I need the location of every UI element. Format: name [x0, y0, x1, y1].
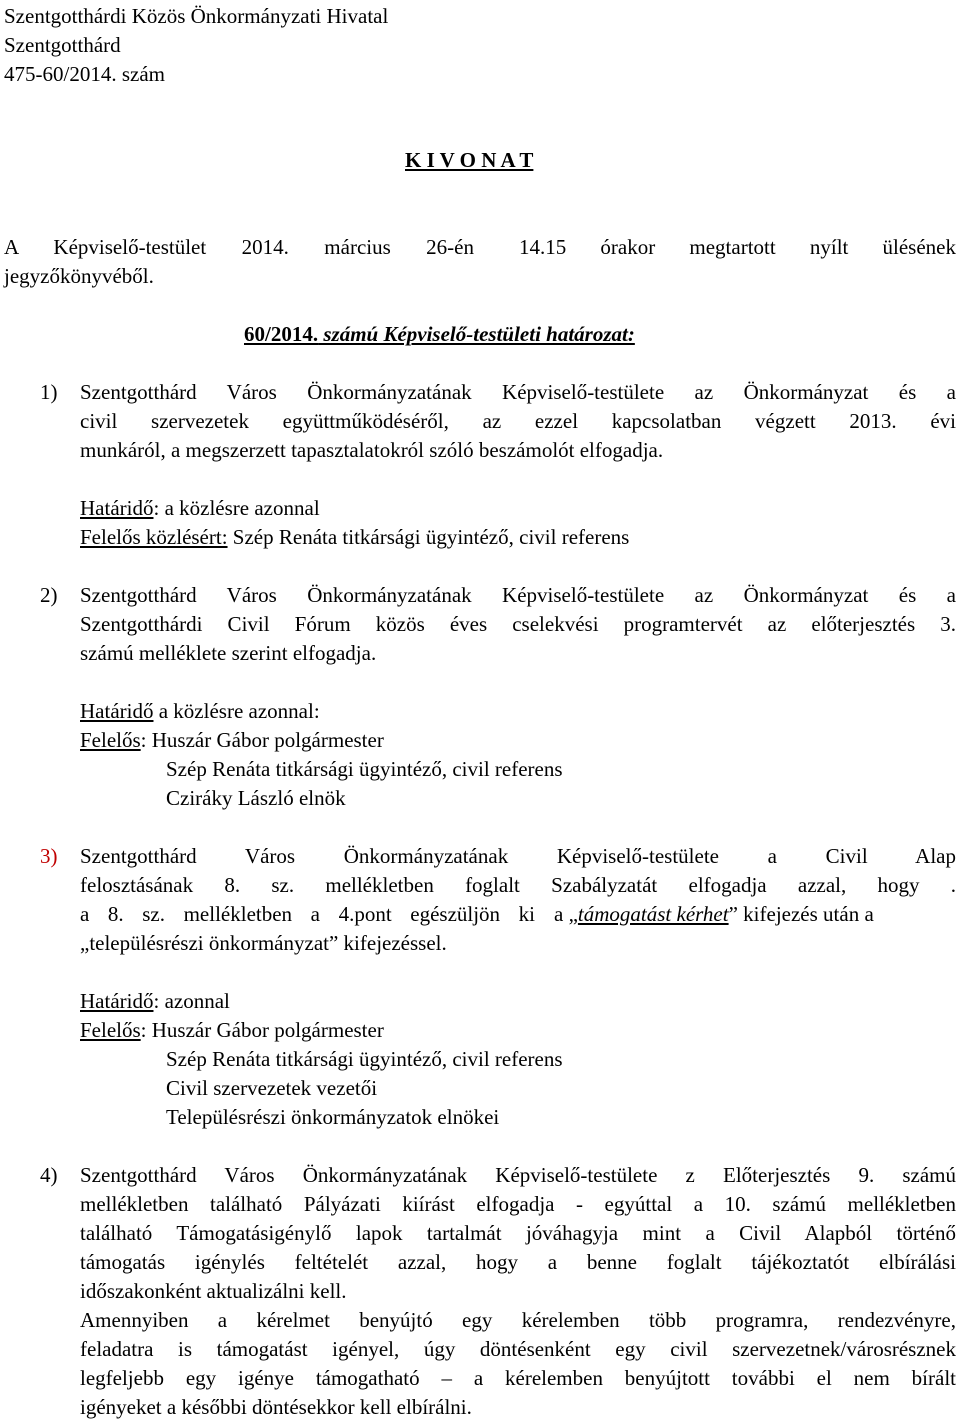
item-3-line-3a: a 8. sz. mellékletben a 4.pont egészüljön ki [80, 902, 535, 926]
item-3-responsible-2: Szép Renáta titkársági ügyintéző, civil referens [166, 1047, 563, 1071]
intro-line-2: jegyzőkönyvéből. [4, 264, 154, 288]
item-2-responsible-3: Cziráky László elnök [166, 786, 346, 810]
deadline-text: a közlésre azonnal: [153, 699, 320, 723]
item-4-line-3: található Támogatásigénylő lapok tartalmát jóváhagyja mint a Civil Alapból történő [80, 1221, 956, 1245]
item-3-line-3b [554, 900, 874, 929]
intro-line-1b: 14.15 órakor megtartott nyílt ülésének [519, 235, 956, 259]
responsible-label: Felelős közlésért: [80, 525, 228, 549]
item-4-para2-line-2: feladatra is támogatást igényel, úgy döntésenként egy civil szervezetnek/városrésznek [80, 1337, 956, 1361]
deadline-text: : azonnal [153, 989, 230, 1013]
item-3-number: 3) [40, 844, 58, 868]
resolution-title [244, 320, 635, 349]
item-4-line-4: támogatás igénylés feltételét azzal, hogy a benne foglalt tájékoztatót elbírálási [80, 1250, 956, 1274]
item-4-line-5: időszakonként aktualizálni kell. [80, 1279, 347, 1303]
responsible-text: : Huszár Gábor polgármester [140, 1018, 384, 1042]
item-3-line-1: Szentgotthárd Város Önkormányzatának Képviselő-testülete a Civil Alap [80, 844, 956, 868]
item-3-responsible-3: Civil szervezetek vezetői [166, 1076, 378, 1100]
item-1-line-1: Szentgotthárd Város Önkormányzatának Képviselő-testülete az Önkormányzat és a [80, 380, 956, 404]
responsible-text: : Huszár Gábor polgármester [140, 728, 384, 752]
item-2-line-1: Szentgotthárd Város Önkormányzatának Képviselő-testülete az Önkormányzat és a [80, 583, 956, 607]
item-4-para2-line-3: legfeljebb egy igénye támogatható – a kérelemben benyújtott további el nem bírált [80, 1366, 956, 1390]
item-1-number: 1) [40, 380, 58, 404]
item-4-para2-line-4: igényeket a későbbi döntésekkor kell elbírálni. [80, 1395, 472, 1419]
deadline-text: : a közlésre azonnal [153, 496, 320, 520]
deadline-label: Határidő [80, 989, 154, 1013]
responsible-label: Felelős [80, 728, 141, 752]
header-city: Szentgotthárd [4, 33, 121, 57]
item-3-deadline [80, 987, 230, 1016]
deadline-label: Határidő [80, 496, 154, 520]
item-2-deadline [80, 697, 320, 726]
header-number: 475-60/2014. szám [4, 62, 165, 86]
quote-open: a „ [554, 902, 578, 926]
item-4-line-2: mellékletben található Pályázati kiírást elfogadja - egyúttal a 10. számú mellékletben [80, 1192, 956, 1216]
item-3-line-4: „településrészi önkormányzat” kifejezéssel. [80, 931, 447, 955]
document-title: K I V O N A T [405, 148, 534, 172]
item-4-number: 4) [40, 1163, 58, 1187]
header-office: Szentgotthárdi Közös Önkormányzati Hivatal [4, 4, 389, 28]
item-1-line-3: munkáról, a megszerzett tapasztalatokról szóló beszámolót elfogadja. [80, 438, 664, 462]
responsible-text: Szép Renáta titkársági ügyintéző, civil referens [227, 525, 630, 549]
responsible-label: Felelős [80, 1018, 141, 1042]
item-1-responsible [80, 523, 629, 552]
item-2-line-3: számú melléklete szerint elfogadja. [80, 641, 377, 665]
item-2-number: 2) [40, 583, 58, 607]
item-2-responsible [80, 726, 384, 755]
item-4-line-1: Szentgotthárd Város Önkormányzatának Képviselő-testülete z Előterjesztés 9. számú [80, 1163, 956, 1187]
item-2-responsible-2: Szép Renáta titkársági ügyintéző, civil referens [166, 757, 563, 781]
resolution-title-rest: számú Képviselő-testületi határozat: [318, 322, 635, 346]
intro-line-1a: A Képviselő-testület 2014. március 26-én [4, 235, 474, 259]
item-3-responsible [80, 1016, 384, 1045]
item-1-line-2: civil szervezetek együttműködéséről, az ezzel kapcsolatban végzett 2013. évi [80, 409, 956, 433]
quoted-phrase: támogatást kérhet [577, 902, 729, 926]
item-3-responsible-4: Településrészi önkormányzatok elnökei [166, 1105, 500, 1129]
resolution-number: 60/2014. [244, 322, 319, 346]
deadline-label: Határidő [80, 699, 154, 723]
item-4-para2-line-1: Amennyiben a kérelmet benyújtó egy kérelemben több programra, rendezvényre, [80, 1308, 956, 1332]
quote-close-rest: ” kifejezés után a [728, 902, 874, 926]
item-1-deadline [80, 494, 320, 523]
item-3-line-2: felosztásának 8. sz. mellékletben foglalt Szabályzatát elfogadja azzal, hogy . [80, 873, 956, 897]
item-2-line-2: Szentgotthárdi Civil Fórum közös éves cselekvési programtervét az előterjesztés 3. [80, 612, 956, 636]
